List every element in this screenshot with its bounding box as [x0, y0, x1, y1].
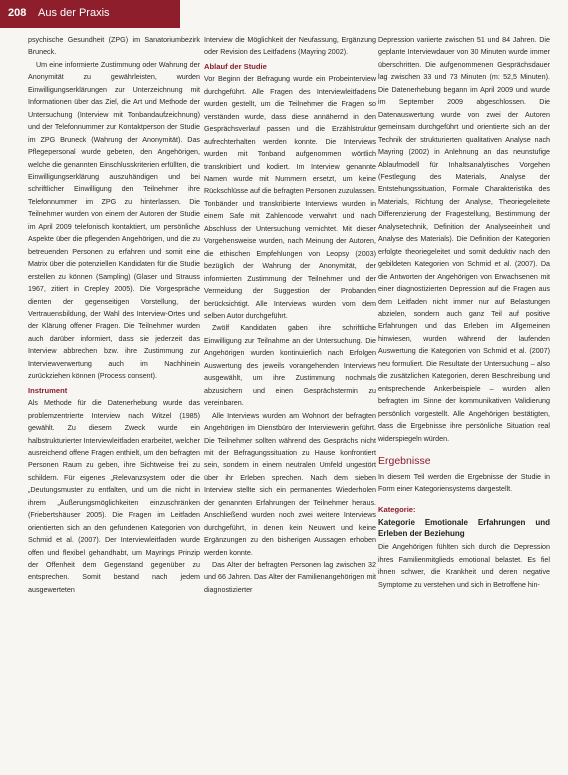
column-1 [28, 34, 200, 596]
paragraph: Um eine informierte Zustimmung oder Wahrung der Anonymität zu gewährleisten, wurden Einwilligungserklärungen zur Unterzeichnung mit Informationen über das Ziel, die Art und Methode der Untersuchung (Interview mit Tonbandaufzeichnung) und der Telefonnummer zur Kontaktperson der Studie im ZPG Bruneck (Wahrung der Anonymität). Das Pflegepersonal wurde gebeten, den Angehörigen, welche die genannten Einschlusskriterien erfüllten, die Einwilligungserklärung auszuhändigen und bei schriftlicher Einwilligung den Teilnehmer ihre Telefonnummer im ZPG zu hinterlassen. Die Teilnehmer wurden von einem der Autoren der Studie im April 2009 telefonisch kontaktiert, um persönliche Aspekte über die pflegenden Angehörigen, und die zu betreuenden Personen zu erfahren und somit eine Matrix über die potenziellen Kandidaten für die Studie erstellen zu können (Sampling) (Glaser und Strauss 1967, zitiert in Crepley 2005). Die Vorgespräche dienten der gegenseitigen Vorstellung, der Vertrauensbildung, der Wahl des Interview-Ortes und der Klärung offener Fragen. Die Teilnehmer wurden auch darüber informiert, dass sie jederzeit das Interview abbrechen bzw. ihre Zustimmung zur Interviewverwertung auch im Nachhinein zurückziehen können (Process consent). [28, 60, 200, 381]
article-body [0, 34, 568, 769]
paragraph: Alle Interviews wurden am Wohnort der befragten Angehörigen im Dienstbüro der Interviewerin geführt. Die Teilnehmer sollten während des Gesprächs nicht mit der Befragungssituation zu Hause konfrontiert sein, sondern in einem neutralen Umfeld ungestört über ihr Erleben sprechen. Nach dem sieben Interview stellte sich ein permanentes Wiederholen der genannten Erfahrungen der Teilnehmer heraus. Anschließend wurden noch zwei weitere Interviews durchgeführt, in denen kein Neuwert und keine Ergänzungen zu den bisherigen Aussagen erhoben werden konnte. [204, 411, 376, 557]
heading-ergebnisse: Ergebnisse [378, 454, 431, 467]
paragraph: Vor Beginn der Befragung wurde ein Probeinterview durchgeführt. Alle Fragen des Interviewleitfadens wurden gestellt, um die Teilnehmer die Fragen so verständen wurde, dass diese annähernd in den Gesprächsverlauf passen und die Erzählstruktur aufrechterhalten werden konnte. Die Interviews wurden mit Tonband aufgenommen wörtlich transkribiert und kodiert. Im Interview genannte Namen wurde mit Nummern ersetzt, um keine Rückschlüsse auf die befragten Personen zuzulassen. Tonbänder und transkribierte Interviews wurden in einem Safe mit Zahlencode verwahrt und nach Abschluss der Untersuchung vernichtet. Mit dieser Vorgehensweise wurden, nach Meinung der Autoren, die ethischen Empfehlungen von Leopsy (2003) bezüglich der Wahrung der Anonymität, der informierten Zustimmung der Teilnehmer und der Vermeidung der Suggestion der Probanden berücksichtigt. Alle Interviews wurden vom dem selben Autor durchgeführt. [204, 75, 376, 320]
paragraph: Als Methode für die Datenerhebung wurde das problemzentrierte Interview nach Witzel (1985) gewählt. Zu diesem Zweck wurde ein halbstrukturierter Interviewleitfaden erarbeitet, welcher ausreichend offene Fragen enthielt, um den befragten Personen Raum zu geben, ihre Sichtweise frei zu schildern. Für eigenes „Relevanzsystem oder die „Deutungsmuster zu entfalten, und um die nicht in ihrem „Äußerungsmöglichkeiten einzuschränken (Friebertshäuser 2005). Die Fragen im Leitfaden orientierten sich an den gefundenen Kategorien von Schmid et al. (2007). Der Interviewleitfaden wurde offen und flexibel gehandhabt, um Mayrings Prinzip der Offenheit dem Gegenstand gegenüber zu entsprechen. Somit bestand nach jedem ausgewerteten [28, 399, 200, 594]
header-bar [0, 0, 180, 28]
paragraph: psychische Gesundheit (ZPG) im Sanatoriumbezirk Bruneck. [28, 36, 200, 57]
column-2 [204, 34, 376, 596]
column-3 [378, 34, 550, 591]
category-label: Kategorie: [378, 504, 416, 514]
subheading-ablauf: Ablauf der Studie [204, 61, 267, 71]
running-header [0, 0, 568, 28]
paragraph: Die Angehörigen fühlten sich durch die Depression ihres Familienmitglieds emotional belastet. Es fiel ihnen schwer, die Krankheit und deren negative Symptome zu verstehen und sich in Betroffene hin- [378, 543, 550, 589]
category-title: Kategorie Emotionale Erfahrungen und Erleben der Beziehung [378, 518, 550, 539]
paragraph: Depression variierte zwischen 51 und 84 Jahren. Die geplante Interviewdauer von 30 Minuten wurde immer überschritten. Die aufgenommenen Gesprächsdauer lag zwischen 33 und 73 Minuten (m: 52,5 Minuten). Die Datenerhebung begann im April 2009 und wurde im September 2009 abgeschlossen. Die Datenauswertung wurde von zwei der Autoren gemeinsam durchgeführt und orientierte sich an der Technik der strukturierten qualitativen Analyse nach Mayring (2002) in Anlehnung an das neunstufige Ablaufmodell für Inhaltsanalytisches Vorgehen (Festlegung des Materials, Analyse der Entstehungssituation, Formale Charakteristika des Materials, Richtung der Analyse, Theoriegeleitete Differenzierung der Fragestellung, Bestimmung der Analysetechnik, Definition der Analyseeinheit und Analyse des Materials). Die Definition der Kategorien erfolgte theoriegeleitet und somit deduktiv nach den gebildeten Kategorien von Schmid et al. (2007). Da die Antworten der Angehörigen von Erwachsenen mit einer diagnostizierten Depression auf die Fragen aus dem Leitfaden nicht immer nur auf Belastungen abzielen, sondern auch ganz Teil auf positive Erfahrungen und das Erleben im Allgemeinen hinwiesen, wurden während der laufenden Auswertung die Kategorien von Schmid et al. (2007) neu formuliert. Die Resultate der Untersuchung – also die zusätzlichen Kategorien, deren Beschreibung und entsprechende Ankerbeispiele – wurden allen befragten im Sinne der kommunikativen Validierung persönlich vorgestellt. Alle Angehörigen bestätigten, dass die Ergebnisse ihre persönliche Situation real widerspiegeln würden. [378, 36, 550, 443]
paragraph: Das Alter der befragten Personen lag zwischen 32 und 66 Jahren. Das Alter der Familienangehörigen mit diagnostizierter [204, 561, 376, 594]
paragraph: In diesem Teil werden die Ergebnisse der Studie in Form einer Kategoriensystems dargestellt. [378, 472, 550, 494]
page-number: 208 [8, 7, 27, 19]
section-title: Aus der Praxis [38, 7, 110, 19]
subheading-instrument: Instrument [28, 385, 68, 395]
paragraph: Interview die Möglichkeit der Neufassung, Ergänzung oder Revision des Leitfadens (Mayring 2002). [204, 36, 376, 57]
paragraph: Zwölf Kandidaten gaben ihre schriftliche Einwilligung zur Teilnahme an der Untersuchung. Die Angehörigen wurden kontinuierlich nach Erfolgen Auswertung des jeweils vorangehenden Interviews ausgewählt, um ihre Zustimmung nochmals abzusichern und einen Gesprächstermin zu vereinbaren. [204, 324, 376, 408]
